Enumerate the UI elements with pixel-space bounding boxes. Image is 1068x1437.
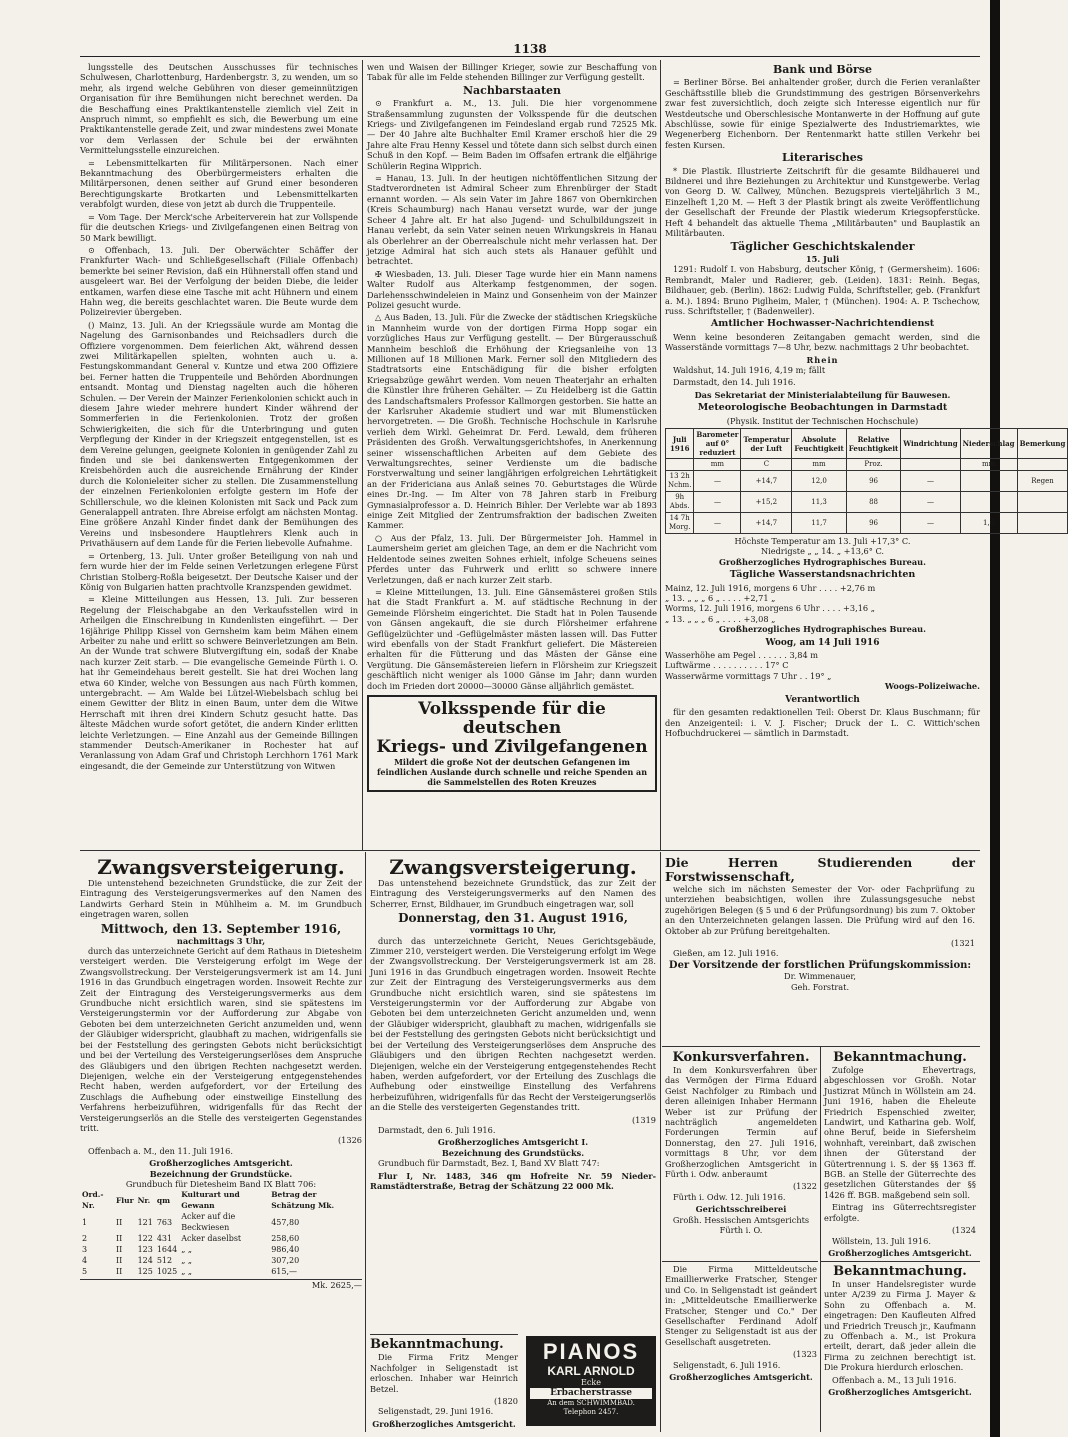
table-cell: — xyxy=(901,492,960,513)
volksspende-title: Volksspende für die deutschen xyxy=(418,698,606,738)
article: ○ Aus der Pfalz, 13. Juli. Der Bürgermeister Joh. Hammel in Laumersheim geriet am gleichen Tage, an dem er die Nachricht vom Heldentode seines zweiten Sohnes erhielt, infolge Scheuens seines Pferdes unter das Fuhrwerk und erlitt so schwere innere Verletzungen, daß er nach kurzer Zeit starb. xyxy=(367,532,657,585)
ad-konkursverfahren xyxy=(665,1050,817,1260)
table-cell: +14,7 xyxy=(741,513,792,534)
table-units xyxy=(666,459,1068,471)
table-header-cell: Betrag der Schätzung Mk. xyxy=(271,1190,335,1211)
pianos-street: Erbacherstrasse xyxy=(530,1388,652,1399)
pianos-name: KARL ARNOLD xyxy=(547,1364,635,1378)
ad-title: Die Herren Studierenden der Forstwissenschaft, xyxy=(665,855,975,884)
table-cell: 1025 xyxy=(156,1267,178,1277)
ad-text: Die Firma Fritz Menger Nachfolger in Seligenstadt ist erloschen. Inhaber war Heinrich Betzel. xyxy=(370,1352,518,1394)
ad-flur: Flur I, Nr. 1483, 346 qm Hofreite Nr. 59 Nieder-Ramstädterstraße, Betrag der Schätzung 22 000 Mk. xyxy=(370,1170,656,1191)
article: = Berliner Börse. Bei anhaltender großer, durch die Ferien veranlaßter Geschäftsstille blieb die Grundstimmung des gestrigen Börsenverkehrs zwar fest zuversichtlich, doch zeigte sich Interesse eigentlich nur für Westdeutsche und Oberschlesische Montanwerte in der Hoffnung auf gute Abschlüsse, sowie für einige Spezialwerte des Industriemarktes, wie Wegenerberg Eichenborn. Der Rentenmarkt hatte stillen Verkehr bei festen Kursen. xyxy=(665,77,980,150)
ad-place: Wöllstein, 13. Juli 1916. xyxy=(832,1235,931,1246)
table-cell: II xyxy=(115,1217,123,1227)
ad-text: Zufolge Ehevertrags, abgeschlossen vor Großh. Notar Justizrat Münch in Wöllstein am 24. Juni 1916, haben die Eheleute Friedrich Espenschied zweiter, Landwirt, und Katharina geb. Wolf, ohne Beruf, beide in Siefersheim wohnhaft, vereinbart, daß zwischen ihnen der Güterstand der Gütertrennung i. S. der §§ 1363 ff. BGB. an Stelle der Güterrechte des gesetzlichen Güterstandes der §§ 1426 ff. BGB. maßgebend sein soll. xyxy=(824,1065,976,1200)
ad-title: Bekanntmachung. xyxy=(833,1264,967,1279)
table-cell: C xyxy=(741,459,792,471)
ad-place: Seligenstadt, 6. Juli 1916. xyxy=(673,1359,781,1370)
temperature-min: Niedrigste „ „ 14. „ +13,6° C. xyxy=(760,546,885,557)
article: = Kleine Mitteilungen aus Hessen, 13. Juli. Zur besseren Regelung der Fleischabgabe an den Verkaufsstellen wird in Arheilgen die Einschreibung in Kundenlisten eingeführt. — Der 16jährige Philipp Kissel von Gernsheim kam beim Mähen einem Arbeiter zu nahe und erlitt so schwere Beinverletzungen am Bein. An der Wunde trat schwere Blutvergiftung ein, sodaß der Knabe nach kurzer Zeit starb. — Die evangelische Gemeinde Fürth i. O. hat ihr Gemeindehaus bereit gestellt. Sie hat drei Wochen lang etwa 60 Kinder, welche von Bessungen aus nach Fürth kommen, untergebracht. — Am Walde bei Lützel-Wiebelsbach schlug bei einem Gewitter der Blitz in einen Baum, unter dem die Witwe Herrschaft mit ihren drei Kindern Schutz gesucht hatte. Das älteste Mädchen wurde sofort getötet, die andern Kinder erlitten leichte Verletzungen. — Eine Anzahl aus der Gemeinde Billingen stammender Deutsch-Amerikaner in Rochester hat auf Veranlassung von Adam Graf und Christoph Lerchhorn 1761 Mark eingesandt, die der Gemeinde zur Unterstützung von Witwen xyxy=(80,594,358,771)
table-cell: 3 xyxy=(82,1245,88,1255)
table-row xyxy=(80,1211,362,1233)
table-cell: 96 xyxy=(846,513,900,534)
table-header-cell: Windrichtung xyxy=(901,429,960,459)
table-cell xyxy=(960,492,1017,513)
article: = Vom Tage. Der Merck'sche Arbeiterverein hat zur Vollspende für die deutschen Kriegs- und Zivilgefangenen einen Beitrag von 50 Mark bewilligt. xyxy=(80,211,358,243)
top-rule xyxy=(80,56,980,57)
table-cell: +14,7 xyxy=(741,471,792,492)
table-cell: Proz. xyxy=(846,459,900,471)
section-rule xyxy=(662,1261,818,1262)
section-heading: Bank und Börse xyxy=(772,63,872,76)
ad-court: Großherzogliches Amtsgericht. xyxy=(828,1247,972,1258)
table-cell: 123 xyxy=(137,1245,153,1255)
table-cell xyxy=(960,471,1017,492)
table-cell: 96 xyxy=(846,471,900,492)
ad-place: Offenbach a. M., 13 Juli 1916. xyxy=(832,1374,957,1385)
section-heading: Amtlicher Hochwasser-Nachrichtendienst xyxy=(710,318,935,330)
ad-number: (1326 xyxy=(337,1135,362,1146)
table-cell: 88 xyxy=(846,492,900,513)
table-cell: 14 7h Morg. xyxy=(666,513,694,534)
ad-text: In dem Konkursverfahren über das Vermögen der Firma Eduard Geist Nachfolger zu Rimbach und deren alleinigen Inhaber Hermann Weber ist zur Prüfung der nachträglich angemeldeten Forderungen Termin auf Donnerstag, den 27. Juli 1916, vormittags 8 Uhr, vor dem Großherzoglichen Amtsgericht in Fürth i. Odw. anberaumt xyxy=(665,1065,817,1180)
table-cell: +15,2 xyxy=(741,492,792,513)
table-cell: Acker daselbst xyxy=(181,1234,242,1244)
water-level: Mainz, 12. Juli 1916, morgens 6 Uhr . . . . +2,76 m xyxy=(665,582,876,593)
table-cell: mm xyxy=(960,459,1017,471)
ad-court: Großherzogliches Amtsgericht I. xyxy=(437,1137,589,1148)
ad-text: welche sich im nächsten Semester der Vor- oder Fachprüfung zu unterziehen beabsichtigen, wollen ihre Zulassungsgesuche nebst zugehörigen Belegen (§ 5 und 6 der Prüfungsordnung) bis zum 7. Oktober an den Unterzeichneten gelangen lassen. Die Prüfung wird auf den 16. Oktober ab zur Prüfung bereitgehalten. xyxy=(665,884,975,936)
ad-title: Zwangsversteigerung. xyxy=(389,855,637,879)
weather-table xyxy=(665,428,1068,534)
ad-signature: Gerichtsschreiberei xyxy=(695,1204,787,1215)
table-cell: II xyxy=(115,1256,123,1266)
ad-court: Großherzogliches Amtsgericht. xyxy=(669,1372,813,1383)
ad-head: Der Vorsitzende der forstlichen Prüfungskommission: xyxy=(668,959,972,971)
section-heading: Meteorologische Beobachtungen in Darmstadt xyxy=(697,402,948,414)
ad-place: Gießen, am 12. Juli 1916. xyxy=(673,948,779,959)
volksspende-subtitle: Mildert die große Not der deutschen Gefangenen im feindlichen Auslande durch schnelle und reiche Spenden an die Sammelstellen des Roten Kreuzes xyxy=(376,756,648,787)
table-cell: 124 xyxy=(137,1256,153,1266)
ad-text: Eintrag ins Güterrechtsregister erfolgte. xyxy=(824,1202,976,1223)
ad-text: In unser Handelsregister wurde unter A/239 zu Firma J. Mayer & Sohn zu Offenbach a. M. eingetragen: Den Kaufleuten Alfred und Friedrich Treusch jr., Kaufmann zu Offenbach a. M., ist Prokura erteilt, derart, daß jeder allein die Firma zu zeichnen berechtigt ist. Die Prokura hierdurch erloschen. xyxy=(824,1279,976,1373)
table-cell: 986,40 xyxy=(271,1245,300,1255)
section-rule xyxy=(80,850,980,851)
volksspende-box xyxy=(367,695,657,792)
water-level: Worms, 12. Juli 1916, morgens 6 Uhr . . . . +3,16 „ xyxy=(665,603,875,614)
column-divider xyxy=(362,60,363,850)
article: wen und Waisen der Billinger Krieger, sowie zur Beschaffung von Tabak für alle im Felde stehenden Billinger zur Verfügung gestellt. xyxy=(367,62,657,83)
river-name: Rhein xyxy=(806,354,839,365)
pianos-location: An dem SCHWIMMBAD. xyxy=(547,1399,635,1407)
article: * Die Plastik. Illustrierte Zeitschrift für die gesamte Bildhauerei und Bildnerei und ihre Beziehungen zu Architektur und Kunstgewerbe. Verlag von Georg D. W. Callwey, München. Bezugspreis vierteljährlich 3 M., Einzelheft 1,20 M. — Heft 3 der Plastik bringt als zweite Veröffentlichung der Gesellschaft der Freunde der Plastik wiederum Kriegsopferstücke. Heft 4 behandelt das aktuelle Thema „Militärbauten" und Bauplastik an Militärbauten. xyxy=(665,165,980,239)
table-header xyxy=(666,429,1068,459)
table-cell: — xyxy=(694,471,741,492)
table-cell: — xyxy=(694,492,741,513)
ad-number: (1321 xyxy=(950,938,975,949)
table-header-cell: Nr. xyxy=(137,1195,151,1205)
parcel-table xyxy=(80,1189,362,1277)
table-cell: — xyxy=(694,513,741,534)
auction-time: nachmittags 3 Uhr, xyxy=(176,935,266,946)
auction-date: Mittwoch, den 13. September 1916, xyxy=(100,921,342,936)
ad-text: durch das unterzeichnete Gericht, Neues Gerichtsgebäude, Zimmer 210, versteigert werden. Die Versteigerung erfolgt im Wege der Zwangsvollstreckung. Der Versteigerungsvermerk ist am 28. Juni 1916 in das Grundbuch eingetragen worden. Insoweit Rechte zur Zeit der Eintragung des Versteigerungsvermerks aus dem Grundbuche nicht ersichtlich waren, sind sie spätestens im Versteigerungstermin vor der Aufforderung zur Abgabe von Geboten bei dem unterzeichneten Gericht anzumelden und, wenn der Gläubiger widerspricht, glaubhaft zu machen, widrigenfalls sie bei der Feststellung des geringsten Gebots nicht berücksichtigt und bei der Verteilung des Versteigerungserlöses dem Anspruche des Gläubigers und den übrigen Rechten nachgesetzt werden. Diejenigen, welche ein der Versteigerung entgegenstehendes Recht haben, werden aufgefordert, vor der Erteilung des Zuschlags die Aufhebung oder einstweilige Einstellung des Verfahrens herbeizuführen, widrigenfalls für das Recht der Versteigerungserlös an die Stelle des versteigerten Gegenstandes tritt. xyxy=(370,935,656,1113)
column-divider xyxy=(660,60,661,850)
table-cell: 12,0 xyxy=(792,471,846,492)
table-cell: 1,6 xyxy=(960,513,1017,534)
section-heading: Literarisches xyxy=(782,151,863,165)
ad-subheading: Bezeichnung des Grundstücks. xyxy=(441,1147,585,1158)
ad-place: Fürth i. Odw. 12. Juli 1916. xyxy=(673,1191,786,1202)
pianos-phone: Telephon 2457. xyxy=(563,1408,619,1416)
temperature-max: Höchste Temperatur am 13. Juli +17,3° C. xyxy=(734,536,911,546)
table-cell: 512 xyxy=(156,1256,173,1266)
table-cell: 11,3 xyxy=(792,492,846,513)
ad-zwangsversteigerung-1 xyxy=(80,856,362,1431)
table-cell: 121 xyxy=(137,1217,153,1227)
ad-pianos xyxy=(526,1336,656,1426)
table-row xyxy=(666,513,1068,534)
table-cell: 431 xyxy=(156,1234,173,1244)
ad-text: Das untenstehend bezeichnete Grundstück, das zur Zeit der Eintragung des Versteigerungsvermerks auf den Namen des Scherrer, Ernst, Bildhauer, im Grundbuch eingetragen war, soll xyxy=(370,878,656,909)
section-heading: Nachbarstaaten xyxy=(462,83,562,97)
table-cell: mm xyxy=(694,459,741,471)
ad-court: Großherzogliches Amtsgericht. xyxy=(828,1387,972,1398)
date-line: Darmstadt, den 14. Juli 1916. xyxy=(673,377,796,388)
article: lungsstelle des Deutschen Ausschusses für technisches Schulwesen, Charlottenburg, Hardenbergstr. 3, zu wenden, um so mehr, als irgend welche Gebühren von dieser gemeinnützigen Organisation für ihre Bemühungen nicht berechnet werden. Da die Beschaffung eines Praktikantenstelle ziemlich viel Zeit in Anspruch nimmt, so empfiehlt es sich, die Bewerbung um eine Praktikantenstelle gerade Zeit, und zwar mindestens zwei Monate vor dem Verlassen der Schule bei der erwähnten Vermittelungsstelle einzureichen. xyxy=(80,62,358,156)
table-cell: II xyxy=(115,1245,123,1255)
signature: Woogs-Polizeiwache. xyxy=(884,681,980,692)
ad-title: Bekanntmachung. xyxy=(833,1050,967,1065)
table-header-cell: Kulturart und Gewann xyxy=(181,1190,240,1211)
table-cell: 457,80 xyxy=(271,1217,300,1227)
table-header-cell: Relative Feuchtigkeit xyxy=(846,429,900,459)
water-level: Waldshut, 14. Juli 1916, 4,19 m; fällt xyxy=(673,364,826,375)
parcel-sum: Mk. 2625,— xyxy=(80,1279,362,1290)
table-cell: — xyxy=(901,513,960,534)
article: ⊙ Offenbach, 13. Juli. Der Oberwächter Schäffer der Frankfurter Wach- und Schließgesellschaft (Filiale Offenbach) bemerkte bei seiner Revision, daß ein Hühnerstall offen stand und ausgeleert war. Bei der Verfolgung der beiden Diebe, die leider entkamen, warfen diese eine Tasche mit acht Hühnern und einem Hahn weg, die bereits geschlachtet waren. Die Beute wurde dem Polizeirevier übergeben. xyxy=(80,244,358,318)
woog-line: Wasserhöhe am Pegel . . . . . . 3,84 m xyxy=(665,650,819,661)
article: = Hanau, 13. Juli. In der heutigen nichtöffentlichen Sitzung der Stadtverordneten ist Admiral Scheer zum Ehrenbürger der Stadt ernannt worden. — Als sein Vater im Jahre 1867 von Obernkirchen (Kreis Schaumburg) nach Hanau versetzt wurde, war der junge Scheer 4 Jahre alt. Er hat also Jugend- und Schulbildungszeit in Hanau verlebt, da sein Vater seinen neuen Wirkungskreis in Hanau als Oberlehrer an der Oberrealschule nicht mehr verlassen hat. Der jetzige Admiral hat sich auch stets als Hanauer gefühlt und betrachtet. xyxy=(367,173,657,267)
table-cell: 1 xyxy=(82,1217,88,1227)
pianos-ecke: Ecke xyxy=(581,1378,601,1387)
ad-title: Zwangsversteigerung. xyxy=(97,855,345,879)
table-header xyxy=(80,1189,362,1211)
table-cell: 1644 xyxy=(156,1245,178,1255)
table-cell: 615,— xyxy=(271,1267,298,1277)
page-number: 1138 xyxy=(513,42,547,56)
ad-text: Die Firma Mitteldeutsche Emaillierwerke Fratscher, Stenger und Co. in Seligenstadt ist geändert in: „Mitteldeutsche Emaillierwerke Fratscher, Stenger und Co." Der Gesellschafter Ferdinand Adolf Stenger zu Seligenstadt ist aus der Gesellschaft ausgetreten. xyxy=(665,1264,817,1347)
auction-date: Donnerstag, den 31. August 1916, xyxy=(398,911,628,926)
ad-place: Offenbach a. M., den 11. Juli 1916. xyxy=(88,1145,233,1156)
table-cell: 307,20 xyxy=(271,1256,300,1266)
section-rule xyxy=(821,1261,980,1262)
table-row xyxy=(80,1233,362,1244)
ad-signature: Geh. Forstrat. xyxy=(790,981,850,992)
auction-time: vormittags 10 Uhr, xyxy=(469,925,557,936)
table-cell: 9h Abds. xyxy=(666,492,694,513)
ad-emaillierwerke xyxy=(665,1264,817,1432)
table-cell: 13 2h Nchm. xyxy=(666,471,694,492)
ad-text: Die untenstehend bezeichneten Grundstücke, die zur Zeit der Eintragung des Versteigerungsvermerkes auf den Namen des Landwirts Gerhard Stein in Mühlheim a. M. im Grundbuch eingetragen waren, sollen xyxy=(80,878,362,920)
ad-number: (1323 xyxy=(792,1349,817,1360)
table-cell xyxy=(1017,459,1068,471)
ad-court: Großherzogliches Amtsgericht. xyxy=(372,1418,516,1429)
volksspende-title: Kriegs- und Zivilgefangenen xyxy=(376,736,648,757)
signature: Das Sekretariat der Ministerialabteilung für Bauwesen. xyxy=(694,389,951,400)
table-row xyxy=(80,1244,362,1255)
ad-number: (1324 xyxy=(951,1225,976,1236)
column-3 xyxy=(665,62,1066,848)
ad-title: Konkursverfahren. xyxy=(672,1050,810,1065)
article: = Lebensmittelkarten für Militärpersonen. Nach einer Bekanntmachung des Oberbürgermeisters erhalten die Militärpersonen, denen seither auf Grund einer besonderen Berechtigungskarte Brotkarten und Lebensmittelkarten verabfolgt wurden, diese von jetzt ab durch die Truppenteile. xyxy=(80,157,358,210)
table-cell: 5 xyxy=(82,1267,88,1277)
ad-signature: Großh. Hessischen Amtsgerichts Fürth i. O. xyxy=(672,1214,810,1236)
table-header-cell: qm xyxy=(156,1195,171,1205)
water-level: „ 13. „ „ „ 6 „ . . . . +3,08 „ xyxy=(665,613,776,624)
section-heading: Tägliche Wasserstandsnachrichten xyxy=(729,569,916,581)
table-row xyxy=(666,492,1068,513)
ad-text: durch das unterzeichnete Gericht auf dem Rathaus in Dietesheim versteigert werden. Die Versteigerung erfolgt im Wege der Zwangsvollstreckung. Der Versteigerungsvermerk ist am 14. Juni 1916 in das Grundbuch eingetragen worden. Insoweit Rechte zur Zeit der Eintragung des Versteigerungsvermerks aus dem Grundbuche nicht ersichtlich waren, sind sie spätestens im Versteigerungstermin vor der Aufforderung zur Abgabe von Geboten bei dem unterzeichneten Gericht anzumelden und, wenn der Gläubiger widerspricht, glaubhaft zu machen, widrigenfalls sie bei der Feststellung des geringsten Gebots nicht berücksichtigt und bei der Verteilung des Versteigerungserlöses dem Anspruche des Gläubigers und den übrigen Rechten nachgesetzt werden. Diejenigen, welche ein der Versteigerung entgegenstehendes Recht haben, werden aufgefordert, vor der Erteilung des Zuschlags die Aufhebung oder einstweilige Einstellung des Verfahrens herbeizuführen, widrigenfalls für das Recht der Versteigerungserlös an die Stelle des versteigerten Gegenstandes tritt. xyxy=(80,946,362,1133)
table-cell: „ „ xyxy=(181,1267,193,1277)
ad-bekanntmachung-menger xyxy=(370,1334,518,1429)
table-cell xyxy=(666,459,694,471)
table-header-cell: Ord.-Nr. xyxy=(82,1190,104,1211)
article: Wenn keine besonderen Zeitangaben gemacht werden, sind die Wasserstände vormittags 7—8 Uhr, bezw. nachmittags 2 Uhr beobachtet. xyxy=(665,331,980,353)
ad-subheading: Bezeichnung der Grundstücke. xyxy=(149,1168,293,1179)
table-cell: 125 xyxy=(137,1267,153,1277)
ad-grundbuch: Grundbuch für Dietesheim Band IX Blatt 706: xyxy=(125,1178,317,1189)
section-subheading: (Physik. Institut der Technischen Hochschule) xyxy=(726,415,919,426)
section-heading: Verantwortlich xyxy=(785,694,860,705)
ad-place: Darmstadt, den 6. Juli 1916. xyxy=(378,1124,496,1135)
ad-forstwissenschaft xyxy=(665,856,975,1044)
table-cell: „ „ xyxy=(181,1245,193,1255)
table-cell: 11,7 xyxy=(792,513,846,534)
table-header-cell: Flur xyxy=(115,1195,134,1205)
ad-gueterrecht xyxy=(824,1050,976,1260)
ad-grundbuch: Grundbuch für Darmstadt, Bez. I, Band XV Blatt 747: xyxy=(378,1158,600,1169)
article: = Ortenberg, 13. Juli. Unter großer Beteiligung von nah und fern wurde hier der im Felde seinen Verletzungen erlegene Fürst Christian Stolberg-Roßla beigesetzt. Der Deutsche Kaiser und der König von Bulgarien hatten prachtvolle Kranzspenden gewidmet. xyxy=(80,550,358,592)
table-cell: Acker auf die Beckwiesen xyxy=(181,1212,236,1233)
water-level: „ 13. „ „ „ 6 „ . . . . +2,71 „ xyxy=(665,593,776,604)
calendar-date: 15. Juli xyxy=(805,253,840,264)
ad-number: (1322 xyxy=(792,1181,817,1192)
ad-court: Großherzogliches Amtsgericht. xyxy=(149,1158,293,1169)
table-cell xyxy=(901,459,960,471)
table-cell: 258,60 xyxy=(271,1234,300,1244)
table-header-cell: Niederschlag xyxy=(960,429,1017,459)
article: ⊙ Frankfurt a. M., 13. Juli. Die hier vorgenommene Straßensammlung zugunsten der Volksspende für die deutschen Kriegs- und Zivilgefangenen im Feindesland ergab rund 72525 Mk. — Der 40 Jahre alte Buchhalter Emil Kramer erschoß hier die 29 Jahre alte Frau Henny Kessel und tötete dann sich selbst durch einen Schuß in den Kopf. — Beim Baden im Offsafen ertrank die elfjährige Schülerin Regina Wipprich. xyxy=(367,98,657,171)
column-divider xyxy=(660,852,661,1432)
table-cell: 4 xyxy=(82,1256,88,1266)
article: △ Aus Baden, 13. Juli. Für die Zwecke der städtischen Kriegsküche in Mannheim wurde von der dortigen Firma Hopp sogar ein vorzügliches Haus zur Verfügung gestellt. — Der Bürgerausschuß Mannheim beschloß die Erhöhung der Kriegsanleihe von 13 Millionen auf 18 Millionen Mark. Ferner soll den Mitgliedern des Stadtratsorts eine Entschädigung für die bisher erfolgten Kriegsabzüge gewährt werden. Vom neuen Theaterjahr an erhalten die Künstler ihre früheren Gehälter. — Zu Heidelberg ist die Gattin des Landschaftsmalers Professor Kallmorgen gestorben. Sie hatte an der Karlsruher Akademie studiert und war mit Blumenstücken hervorgetreten. — Die Großh. Technische Hochschule in Karlsruhe verlieh dem Wirkl. Geheimrat Dr. Ferd. Lewald, dem früheren Präsidenten des Großh. Verwaltungsgerichtshofes, in Anerkennung seiner wissenschaftlichen Arbeiten auf dem Gebiete des Verwaltungsrechtes, seiner Verdienste um die badische Forstverwaltung und seiner langjährigen erfolgreichen Lehrtätigkeit an der Fridericiana aus Anlaß seines 70. Geburtstages die Würde eines Dr.-Ing. — Im Alter von 78 Jahren starb in Freiburg Gymnasialprofessor a. D. Heinrich Bihler. Der Verlebte war ab 1893 einige Zeit Mitglied der Zentrumsfraktion der badischen Zweiten Kammer. xyxy=(367,312,657,531)
column-divider xyxy=(820,1046,821,1432)
column-1 xyxy=(80,62,358,848)
ad-number: (1820 xyxy=(493,1396,518,1407)
ad-place: Seligenstadt, 29. Juni 1916. xyxy=(378,1406,494,1417)
ad-handelsregister xyxy=(824,1264,976,1432)
table-cell xyxy=(1017,513,1068,534)
section-heading: Woog, am 14 Juli 1916 xyxy=(765,637,880,648)
table-row xyxy=(80,1255,362,1266)
table-cell: mm xyxy=(792,459,846,471)
article: ✠ Wiesbaden, 13. Juli. Dieser Tage wurde hier ein Mann namens Walter Rudolf aus Alterkamp festgenommen, der sogen. Darlehensschwindeleien in Mainz und Gonsenheim von der Mainzer Polizei gesucht wurde. xyxy=(367,268,657,310)
column-2 xyxy=(367,62,657,848)
table-cell: Regen xyxy=(1017,471,1068,492)
table-row xyxy=(80,1266,362,1277)
column-divider xyxy=(365,852,366,1432)
woog-line: Wasserwärme vormittags 7 Uhr . . 19° „ xyxy=(665,670,832,681)
table-header-cell: Temperatur der Luft xyxy=(741,429,792,459)
newspaper-page xyxy=(80,42,1066,1429)
table-cell: 2 xyxy=(82,1234,88,1244)
scan-edge xyxy=(990,0,1000,1437)
table-header-cell: Barometer auf 0° reduziert xyxy=(694,429,741,459)
table-cell: 122 xyxy=(137,1234,153,1244)
article: () Mainz, 13. Juli. An der Kriegssäule wurde am Montag die Nagelung des Garnisonbandes und Reichsadlers durch die Offiziere vorgenommen. Dem feierlichen Akt, während dessen zwei Militärkapellen spielten, wohnten auch u. a. Festungskommandant General v. Kuntze und etwa 200 Offiziere bei. Ferner hatten die Truppenteile und Behörden Abordnungen entsandt. Montag und Dienstag nagelten auch die höheren Schulen. — Der Verein der Mainzer Ferienkolonien schickt auch in diesem Jahre wieder mehrere hundert Kinder während der Sommerferien in die Ferienkolonien. Trotz der großen Schwierigkeiten, die sich für die Unterbringung und guten Verpflegung der Kinder in der Kriegszeit entgegenstellen, ist es dem Vereine gelungen, geeignete Kolonien in genügender Zahl zu finden und sie bei dankenswerten Entgegenkommen der Kreisbehörden auch die ausreichende Ernährung der Kinder durch die Kolonieleiter sicher zu stellen. Die Zusammenstellung der einzelnen Ferienkolonien erfolgte gestern im Hofe der Schillerschule, wo die kleinen Kolonisten mit Sack und Pack zum Generalappell antraten. Ihre Abreise erfolgt am nächsten Montag. Eine größere Anzahl Kinder findet dank der Bemühungen des Vereins und insbesondere Hauptlehrers Klenk auch in Privathäusern auf dem Lande für die Ferien liebevolle Aufnahme. xyxy=(80,319,358,549)
imprint: für den gesamten redaktionellen Teil: Oberst Dr. Klaus Buschmann; für den Anzeigenteil: i. V. J. Fischer; Druck der L. C. Wittich'schen Hofbuchdruckerei — sämtlich in Darmstadt. xyxy=(665,707,980,738)
ad-signature: Dr. Wimmenauer, xyxy=(784,971,856,982)
signature: Großherzogliches Hydrographisches Bureau. xyxy=(719,556,926,567)
table-cell: — xyxy=(901,471,960,492)
signature: Großherzogliches Hydrographisches Bureau. xyxy=(719,624,926,635)
table-row xyxy=(666,471,1068,492)
pianos-title: PIANOS xyxy=(542,1339,640,1364)
table-cell: II xyxy=(115,1234,123,1244)
ad-number: (1319 xyxy=(631,1114,656,1125)
table-cell: II xyxy=(115,1267,123,1277)
table-header-cell: Juli 1916 xyxy=(666,429,694,459)
table-cell xyxy=(1017,492,1068,513)
table-cell: 763 xyxy=(156,1217,173,1227)
section-heading: Täglicher Geschichtskalender xyxy=(730,239,915,253)
table-cell: „ „ xyxy=(181,1256,193,1266)
table-header-cell: Absolute Feuchtigkeit xyxy=(792,429,846,459)
article: = Kleine Mitteilungen, 13. Juli. Eine Gänsemästerei großen Stils hat die Stadt Frankfurt a. M. auf städtische Rechnung in der Gemeinde Flörsheim eingerichtet. Die Stadt hat in Polen Tausende von Gänsen angekauft, die sie durch Flörsheimer erfahrene Geflügelzüchter und -Geflügelmäster mästen lassen will. Das Futter wird ebenfalls von der Stadt Frankfurt geliefert. Die Mästereien erhalten für die Fütterung und das Mästen der Gänse eine Vergütung. Die Gänsemästereien liefern in Flörsheim zur Kriegszeit geschäftlich nicht weniger als 1000 Gänse im Jahr; dann wurden doch im Frieden dort 20000—30000 Gänse alljährlich gemästet. xyxy=(367,586,657,691)
woog-line: Luftwärme . . . . . . . . . . 17° C xyxy=(665,660,789,671)
ad-title: Bekanntmachung. xyxy=(370,1337,504,1352)
table-header-cell: Bemerkung xyxy=(1017,429,1068,459)
section-rule xyxy=(662,1046,980,1047)
article: 1291: Rudolf I. von Habsburg, deutscher König, † (Germersheim). 1606: Rembrandt, Maler und Radierer, geb. (Leiden). 1831: Reinh. Begas, Bildhauer, geb. (Berlin). 1862: Ludwig Fulda, Schriftsteller, geb. (Frankfurt a. M.). 1894: Bruno Piglheim, Maler, † (München). 1904: A. P. Tschechow, russ. Schriftsteller, † (Badenweiler). xyxy=(665,264,980,316)
